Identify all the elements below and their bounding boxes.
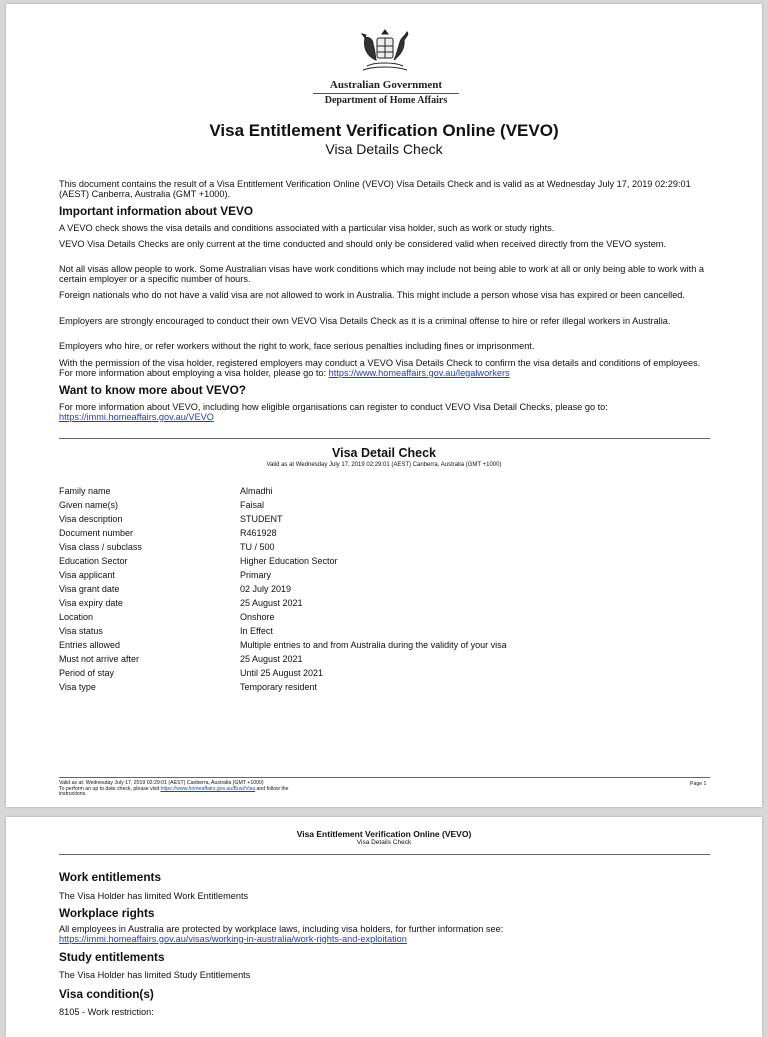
page2-divider — [59, 854, 710, 855]
more-heading: Want to know more about VEVO? — [59, 383, 247, 397]
detail-valid-as-at: Valid as at Wednesday July 17, 2019 02:29:01 (AEST) Canberra, Australia (GMT +1000) — [266, 462, 502, 468]
page2-subtitle: Visa Details Check — [356, 839, 412, 846]
page-number: Page 1 — [690, 781, 707, 787]
detail-value: 25 August 2021 — [240, 654, 303, 664]
detail-value: 25 August 2021 — [240, 598, 303, 608]
detail-label: Visa description — [59, 514, 123, 524]
important-paragraph-4: Foreign nationals who do not have a valid visa are not allowed to work in Australia. This might include a person whose visa has expired or been cancelled. — [59, 290, 685, 300]
detail-label: Location — [59, 612, 94, 622]
permission-text: With the permission of the visa holder, registered employers may conduct a VEVO Visa Details Check to confirm the visa details and conditions of employees. For more information about employing a visa holder, please go to: — [59, 358, 701, 378]
detail-row — [59, 666, 699, 680]
work-text: The Visa Holder has limited Work Entitlements — [59, 891, 249, 901]
page2-title: Visa Entitlement Verification Online (VEVO) — [296, 829, 472, 839]
detail-label: Visa expiry date — [59, 598, 123, 608]
detail-label: Entries allowed — [59, 640, 121, 650]
detail-label: Period of stay — [59, 668, 115, 678]
work-heading: Work entitlements — [59, 870, 162, 884]
page-footer — [59, 781, 359, 798]
rights-paragraph — [59, 925, 709, 944]
header-divider — [313, 93, 459, 94]
detail-value: Temporary resident — [240, 682, 318, 692]
document-title: Visa Entitlement Verification Online (VEVO) — [209, 121, 559, 140]
detail-value: Multiple entries to and from Australia during the validity of your visa — [240, 640, 507, 650]
section-divider — [59, 438, 710, 439]
more-text: For more information about VEVO, including how eligible organisations can register to conduct VEVO Visa Detail Checks, please go to: — [59, 402, 608, 412]
document-page-1 — [6, 4, 762, 807]
detail-row — [59, 624, 699, 638]
study-text: The Visa Holder has limited Study Entitlements — [59, 970, 251, 980]
rights-heading: Workplace rights — [59, 906, 155, 920]
footer-valid-line: Valid as at: Wednesday July 17, 2019 02:29:01 (AEST) Canberra, Australia (GMT +1000) — [59, 780, 264, 786]
detail-value: R461928 — [240, 528, 277, 538]
detail-row — [59, 512, 699, 526]
detail-label: Visa class / subclass — [59, 542, 142, 552]
detail-row — [59, 484, 699, 498]
important-paragraph-5: Employers are strongly encouraged to conduct their own VEVO Visa Details Check as it is a criminal offense to hire or refer illegal workers in Australia. — [59, 316, 671, 326]
detail-row — [59, 610, 699, 624]
rights-text: All employees in Australia are protected by workplace laws, including visa holders, for further information see: — [59, 924, 504, 934]
detail-label: Visa status — [59, 626, 103, 636]
important-heading: Important information about VEVO — [59, 204, 253, 218]
footer-divider — [59, 777, 710, 778]
detail-label: Given name(s) — [59, 500, 119, 510]
footer-check-text: To perform an up to date check, please visit — [59, 785, 161, 792]
important-paragraph-6: Employers who hire, or refer workers without the right to work, face serious penalties including fines or imprisonment. — [59, 341, 535, 351]
detail-label: Visa applicant — [59, 570, 115, 580]
detail-row — [59, 652, 699, 666]
footer-instructions: instructions. — [59, 791, 87, 798]
detail-label: Visa type — [59, 682, 96, 692]
detail-value: Onshore — [240, 612, 275, 622]
detail-value: Until 25 August 2021 — [240, 668, 324, 678]
detail-value: TU / 500 — [240, 542, 275, 552]
department-name: Department of Home Affairs — [324, 95, 448, 106]
detail-row — [59, 680, 699, 694]
detail-row — [59, 638, 699, 652]
detail-row — [59, 540, 699, 554]
detail-value: Faisal — [240, 500, 265, 510]
detail-row — [59, 526, 699, 540]
detail-row — [59, 554, 699, 568]
detail-label: Must not arrive after — [59, 654, 140, 664]
detail-value: Higher Education Sector — [240, 556, 338, 566]
important-paragraph-3: Not all visas allow people to work. Some Australian visas have work conditions which may include not being able to work at all or only being able to work with a certain employer or a specific number of hours. — [59, 264, 704, 284]
detail-value: In Effect — [240, 626, 273, 636]
legal-workers-link[interactable]: https://www.homeaffairs.gov.au/legalworkers — [328, 367, 510, 378]
detail-row — [59, 568, 699, 582]
vevo-link[interactable]: https://immi.homeaffairs.gov.au/VEVO — [59, 411, 214, 422]
conditions-heading: Visa condition(s) — [59, 987, 154, 1001]
coat-of-arms-icon — [345, 26, 425, 78]
detail-row — [59, 582, 699, 596]
detail-value: 02 July 2019 — [240, 584, 292, 594]
footer-check-text-end: and follow the — [255, 785, 289, 792]
government-name: Australian Government — [329, 79, 443, 91]
detail-value: STUDENT — [240, 514, 283, 524]
condition-item: 8105 - Work restriction: — [59, 1007, 154, 1017]
document-subtitle: Visa Details Check — [325, 141, 443, 157]
detail-value: Primary — [240, 570, 271, 580]
detail-value: Almadhi — [240, 486, 273, 496]
permission-paragraph — [59, 359, 709, 378]
more-paragraph — [59, 403, 709, 422]
intro-paragraph: This document contains the result of a Visa Entitlement Verification Online (VEVO) Visa Details Check and is valid as at Wednesday July 17, 2019 02:29:01 (AEST) Canberra, Australia (GMT +1000). — [59, 179, 691, 199]
detail-label: Visa grant date — [59, 584, 120, 594]
document-page-2 — [6, 817, 762, 1037]
study-heading: Study entitlements — [59, 950, 165, 964]
detail-heading: Visa Detail Check — [332, 446, 436, 460]
important-paragraph-1: A VEVO check shows the visa details and conditions associated with a particular visa holder, such as work or study rights. — [59, 223, 555, 233]
important-paragraph-2: VEVO Visa Details Checks are only current at the time conducted and should only be considered valid when received directly from the VEVO system. — [59, 239, 667, 249]
footer-visa-link[interactable]: https://www.homeaffairs.gov.au/Busi/Visa — [160, 785, 256, 792]
visa-detail-table — [59, 484, 699, 694]
detail-label: Document number — [59, 528, 134, 538]
detail-row — [59, 596, 699, 610]
detail-label: Education Sector — [59, 556, 128, 566]
detail-row — [59, 498, 699, 512]
detail-label: Family name — [59, 486, 111, 496]
work-rights-link[interactable]: https://immi.homeaffairs.gov.au/visas/working-in-australia/work-rights-and-exploitation — [59, 933, 407, 944]
